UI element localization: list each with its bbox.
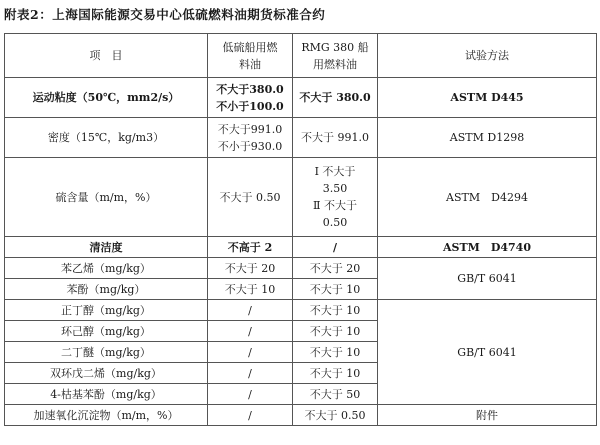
row-cyclohexanol-item: 环己醇（mg/kg） [5,321,208,342]
row-viscosity-method: ASTM D445 [378,78,597,118]
row-cumylphenol-rmg380: 不大于 50 [293,384,378,405]
row-sulfur-item: 硫含量（m/m，%） [5,158,208,237]
group1-method: GB/T 6041 [378,258,597,300]
row-density-rmg380: 不大于 991.0 [293,118,378,158]
row-sulfur-rmg380-grade1-value: 3.50 [322,182,348,195]
row-cleanliness-rmg380: / [293,237,378,258]
header-low-sulfur-line1: 低硫船用燃 [222,40,278,54]
header-rmg380-line2: 用燃料油 [313,57,357,71]
row-cleanliness-low-sulfur: 不高于 2 [208,237,293,258]
row-viscosity-low-sulfur-max: 不大于380.0 [216,82,284,96]
table-row [5,300,597,321]
row-butanol-item: 正丁醇（mg/kg） [5,300,208,321]
row-viscosity-rmg380: 不大于 380.0 [293,78,378,118]
spec-table [4,33,597,426]
row-dibutyl-ether-item: 二丁醚（mg/kg） [5,342,208,363]
table-caption: 附表2：上海国际能源交易中心低硫燃料油期货标准合约 [4,7,326,22]
row-cyclohexanol-low-sulfur: / [208,321,293,342]
row-sulfur-rmg380-grade2: Ⅱ 不大于 [313,199,357,212]
header-method: 试验方法 [378,34,597,78]
header-low-sulfur [208,34,293,78]
row-phenol-rmg380: 不大于 10 [293,279,378,300]
row-oxidation-rmg380: 不大于 0.50 [293,405,378,426]
row-density-low-sulfur-max: 不大于991.0 [217,122,283,136]
row-cleanliness-method: ASTM D4740 [378,237,597,258]
row-density-item: 密度（15℃，kg/m3） [5,118,208,158]
row-density-method: ASTM D1298 [378,118,597,158]
table-row [5,237,597,258]
row-sulfur-rmg380 [293,158,378,237]
row-dicyclopentadiene-rmg380: 不大于 10 [293,363,378,384]
row-dibutyl-ether-rmg380: 不大于 10 [293,342,378,363]
header-rmg380-line1: RMG 380 船 [301,40,369,54]
table-row [5,158,597,237]
row-dicyclopentadiene-item: 双环戊二烯（mg/kg） [5,363,208,384]
row-viscosity-low-sulfur [208,78,293,118]
row-cumylphenol-item: 4-枯基苯酚（mg/kg） [5,384,208,405]
row-styrene-item: 苯乙烯（mg/kg） [5,258,208,279]
row-oxidation-item: 加速氧化沉淀物（m/m，%） [5,405,208,426]
row-oxidation-low-sulfur: / [208,405,293,426]
row-phenol-item: 苯酚（mg/kg） [5,279,208,300]
header-item: 项 目 [5,34,208,78]
row-dicyclopentadiene-low-sulfur: / [208,363,293,384]
header-rmg380 [293,34,378,78]
table-row [5,258,597,279]
row-viscosity-low-sulfur-min: 不小于100.0 [216,99,284,113]
row-sulfur-rmg380-grade1: Ⅰ 不大于 [314,165,356,178]
row-sulfur-low-sulfur: 不大于 0.50 [208,158,293,237]
row-density-low-sulfur-min: 不小于930.0 [217,139,283,153]
row-styrene-rmg380: 不大于 20 [293,258,378,279]
row-oxidation-method: 附件 [378,405,597,426]
table-row [5,78,597,118]
row-cumylphenol-low-sulfur: / [208,384,293,405]
row-butanol-low-sulfur: / [208,300,293,321]
row-density-low-sulfur [208,118,293,158]
row-styrene-low-sulfur: 不大于 20 [208,258,293,279]
row-viscosity-item: 运动粘度（50℃，mm2/s） [5,78,208,118]
table-row [5,118,597,158]
row-butanol-rmg380: 不大于 10 [293,300,378,321]
row-sulfur-rmg380-grade2-value: 0.50 [322,216,348,229]
row-phenol-low-sulfur: 不大于 10 [208,279,293,300]
row-cyclohexanol-rmg380: 不大于 10 [293,321,378,342]
row-dibutyl-ether-low-sulfur: / [208,342,293,363]
row-sulfur-method: ASTM D4294 [378,158,597,237]
header-low-sulfur-line2: 料油 [239,57,261,71]
group2-method: GB/T 6041 [378,300,597,405]
row-cleanliness-item: 清洁度 [5,237,208,258]
table-header-row [5,34,597,78]
table-row [5,405,597,426]
